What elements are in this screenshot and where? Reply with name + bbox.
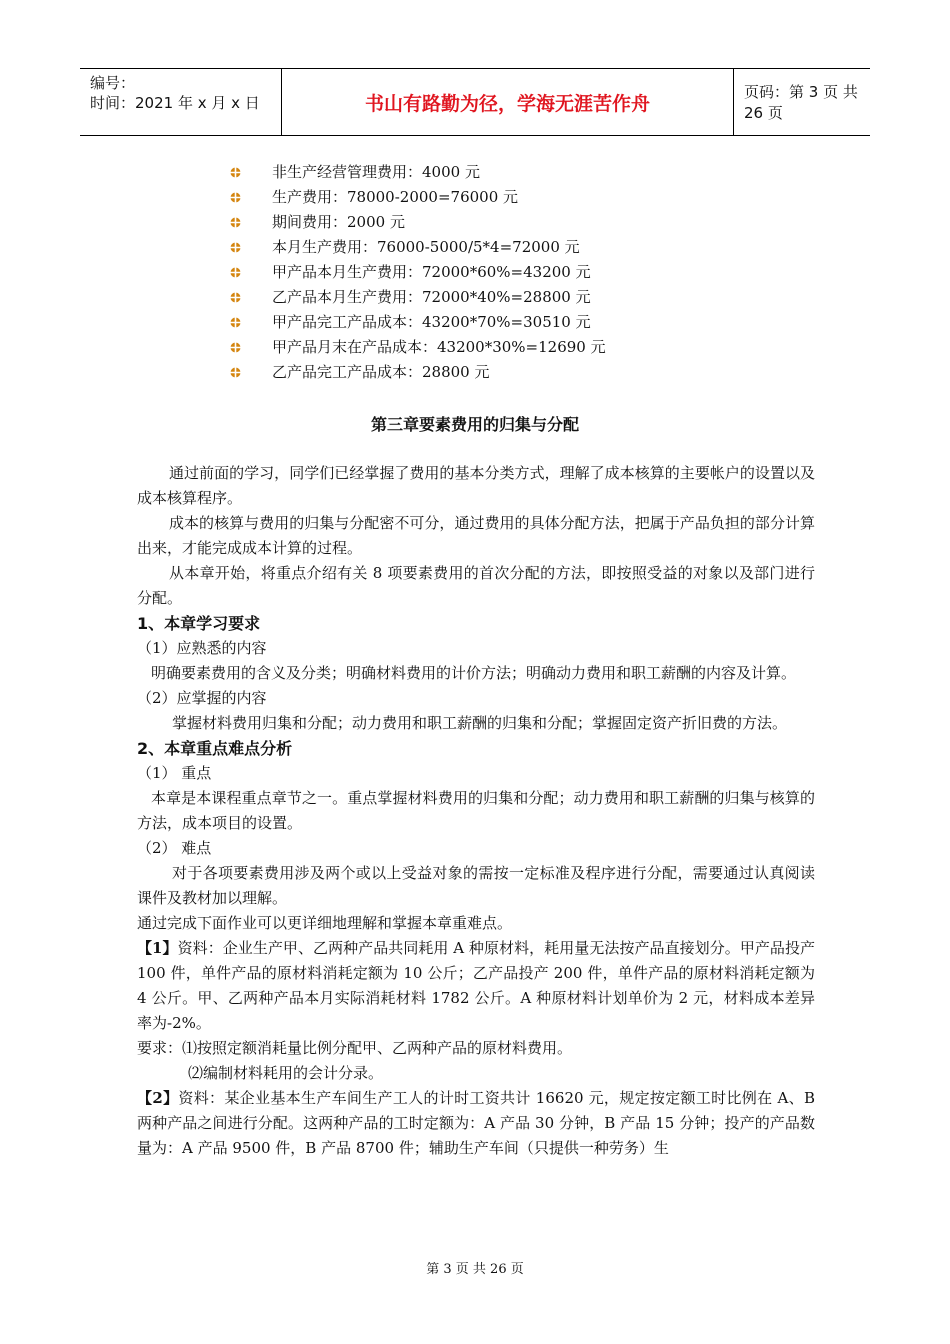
exercise-1: [137, 936, 815, 1036]
bullet-icon: [230, 192, 241, 203]
bullet-icon: [230, 267, 241, 278]
bullet-icon: [230, 367, 241, 378]
paragraph: 通过完成下面作业可以更详细地理解和掌握本章重难点。: [137, 914, 513, 932]
list-item: 期间费用：2000 元: [230, 210, 606, 235]
list-item: 甲产品本月生产费用：72000*60%=43200 元: [230, 260, 606, 285]
exercise-2: [137, 1086, 815, 1161]
header-motto: 书山有路勤为径，学海无涯苦作舟: [282, 69, 734, 135]
exercise-text: 资料：某企业基本生产车间生产工人的计时工资共计 16620 元，规定按定额工时比例在 A、B 两种产品之间进行分配。这两种产品的工时定额为：A 产品 30 分钟，B 产品 15 分钟；投产的产品数量为：A 产品 9500 件，B 产品 8700 件；辅助生产车间（只提供一种劳务）生: [137, 1089, 816, 1157]
subsection-label: （1）应熟悉的内容: [137, 639, 267, 657]
list-item: 甲产品月末在产品成本：43200*30%=12690 元: [230, 335, 606, 360]
bullet-icon: [230, 292, 241, 303]
exercise-tag: 【2】: [137, 1089, 179, 1107]
header-meta: [80, 69, 282, 135]
requirement-line: 要求：⑴按照定额消耗量比例分配甲、乙两种产品的原材料费用。: [137, 1039, 573, 1057]
section-heading: 1、本章学习要求: [137, 614, 261, 633]
paragraph: 对于各项要素费用涉及两个或以上受益对象的需按一定标准及程序进行分配，需要通过认真阅读课件及教材加以理解。: [137, 864, 815, 907]
page-header: [80, 68, 870, 136]
subsection-label: （1） 重点: [137, 764, 212, 782]
bullet-icon: [230, 167, 241, 178]
list-item: 甲产品完工产品成本：43200*70%=30510 元: [230, 310, 606, 335]
section-heading: 2、本章重点难点分析: [137, 739, 293, 758]
intro-paragraph: 从本章开始，将重点介绍有关 8 项要素费用的首次分配的方法，即按照受益的对象以及部门进行分配。: [137, 564, 815, 607]
bullet-icon: [230, 242, 241, 253]
document-number-label: 编号：: [90, 74, 136, 92]
exercise-text: 资料：企业生产甲、乙两种产品共同耗用 A 种原材料，耗用量无法按产品直接划分。甲产品投产 100 件，单件产品的原材料消耗定额为 10 公斤；乙产品投产 200 件，单件产品的原材料消耗定额为 4 公斤。甲、乙两种产品本月实际消耗材料 1782 公斤。A 种原材料计划单价为 2 元，材料成本差异率为-2%。: [137, 939, 816, 1032]
document-time-label: 时间：2021 年 x 月 x 日: [90, 94, 260, 112]
bullet-icon: [230, 317, 241, 328]
list-item: 非生产经营管理费用：4000 元: [230, 160, 606, 185]
page-footer: 第 3 页 共 26 页: [426, 1262, 524, 1277]
intro-paragraph: 通过前面的学习，同学们已经掌握了费用的基本分类方式，理解了成本核算的主要帐户的设置以及成本核算程序。: [137, 464, 815, 507]
paragraph: 掌握材料费用归集和分配；动力费用和职工薪酬的归集和分配；掌握固定资产折旧费的方法。: [172, 714, 788, 732]
subsection-label: （2） 难点: [137, 839, 212, 857]
paragraph: 本章是本课程重点章节之一。重点掌握材料费用的归集和分配；动力费用和职工薪酬的归集与核算的方法，成本项目的设置。: [137, 789, 815, 832]
list-item: 生产费用：78000-2000=76000 元: [230, 185, 606, 210]
list-item: 乙产品完工产品成本：28800 元: [230, 360, 606, 385]
chapter-title: 第三章要素费用的归集与分配: [370, 415, 579, 434]
list-item: 本月生产费用：76000-5000/5*4=72000 元: [230, 235, 606, 260]
subsection-label: （2）应掌握的内容: [137, 689, 267, 707]
header-page-label: 页码：第 3 页 共 26 页: [744, 83, 858, 122]
calculation-bullet-list: [230, 160, 606, 385]
exercise-tag: 【1】: [137, 939, 178, 957]
list-item: 乙产品本月生产费用：72000*40%=28800 元: [230, 285, 606, 310]
intro-paragraph: 成本的核算与费用的归集与分配密不可分，通过费用的具体分配方法，把属于产品负担的部分计算出来，才能完成成本计算的过程。: [137, 514, 815, 557]
paragraph: 明确要素费用的含义及分类；明确材料费用的计价方法；明确动力费用和职工薪酬的内容及计算。: [151, 664, 797, 682]
bullet-icon: [230, 342, 241, 353]
document-body: [137, 461, 815, 1161]
requirement-line: ⑵编制材料耗用的会计分录。: [188, 1064, 384, 1082]
bullet-icon: [230, 217, 241, 228]
